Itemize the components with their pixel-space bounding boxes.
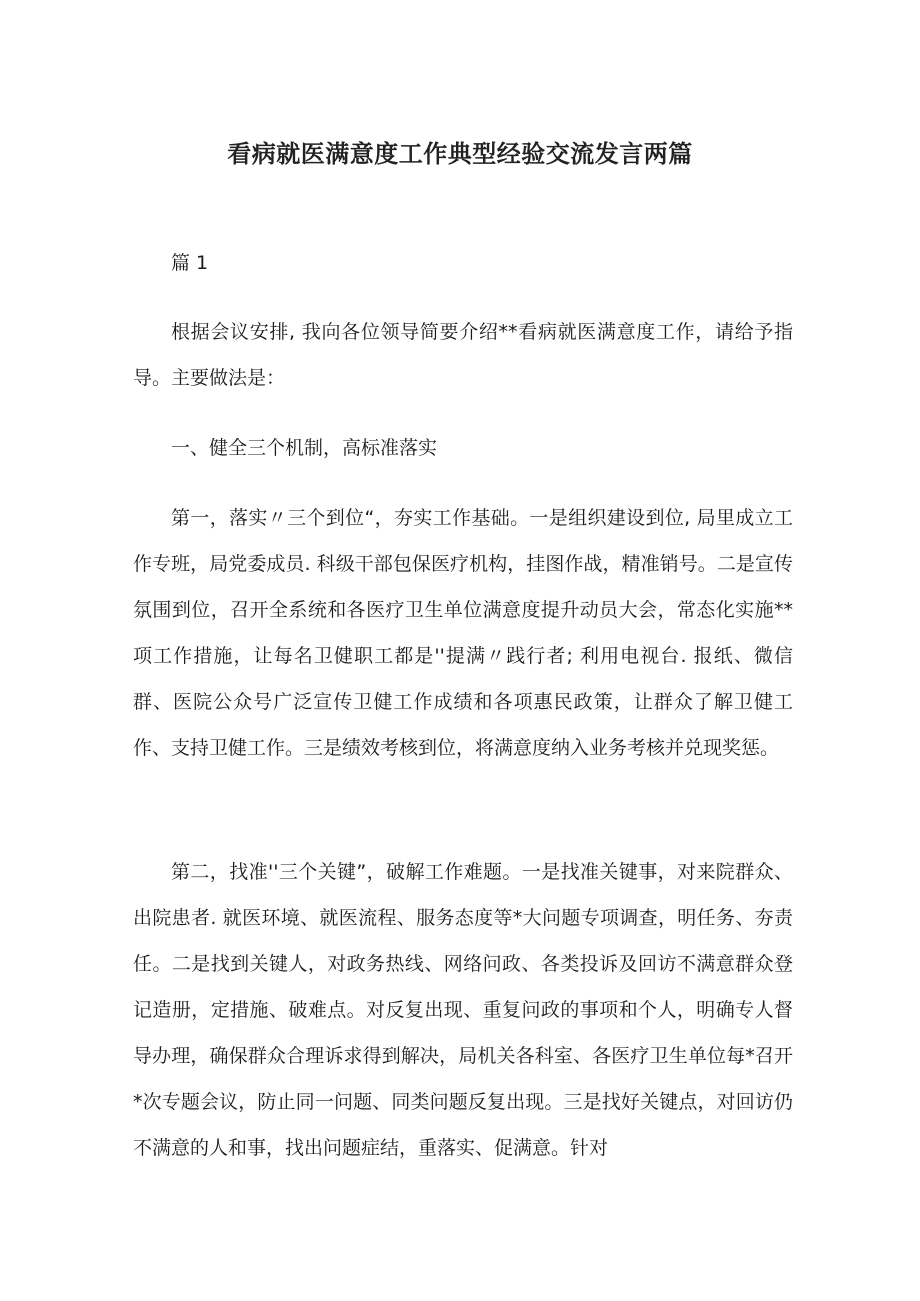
- section-label: 篇 1: [171, 252, 209, 274]
- section-heading-1: 一、健全三个机制，高标准落实: [171, 437, 438, 459]
- document-title: 看病就医满意度工作典型经验交流发言两篇: [227, 140, 693, 168]
- body-paragraph-2: 第二，找准''三个关键”，破解工作难题。一是找准关键事，对来院群众、出院患者. 就医环境、就医流程、服务态度等*大问题专项调查，明任务、夯责任。二是找到关键人，对政务热线、网络问政、各类投诉及回访不满意群众登记造册，定措施、破难点。对反复出现、重复问政的事项和个人，明确专人督导办理，确保群众合理诉求得到解决，局机关各科室、各医疗卫生单位每*召开*次专题会议，防止同一问题、同类问题反复出现。三是找好关键点，对回访仍不满意的人和事，找出问题症结，重落实、促满意。针对: [133, 861, 793, 1159]
- intro-paragraph: 根据会议安排, 我向各位领导简要介绍**看病就医满意度工作，请给予指导。主要做法是：: [133, 321, 793, 389]
- body-paragraph-1: 第一，落实〃三个到位“，夯实工作基础。一是组织建设到位, 局里成立工作专班，局党委成员. 科级干部包保医疗机构，挂图作战，精准销号。二是宣传氛围到位，召开全系统和各医疗卫生单位满意度提升动员大会，常态化实施**项工作措施，让每名卫健职工都是''提满〃践行者; 利用电视台. 报纸、微信群、医院公众号广泛宣传卫健工作成绩和各项惠民政策，让群众了解卫健工作、支持卫健工作。三是绩效考核到位，将满意度纳入业务考核并兑现奖惩。: [133, 507, 793, 759]
